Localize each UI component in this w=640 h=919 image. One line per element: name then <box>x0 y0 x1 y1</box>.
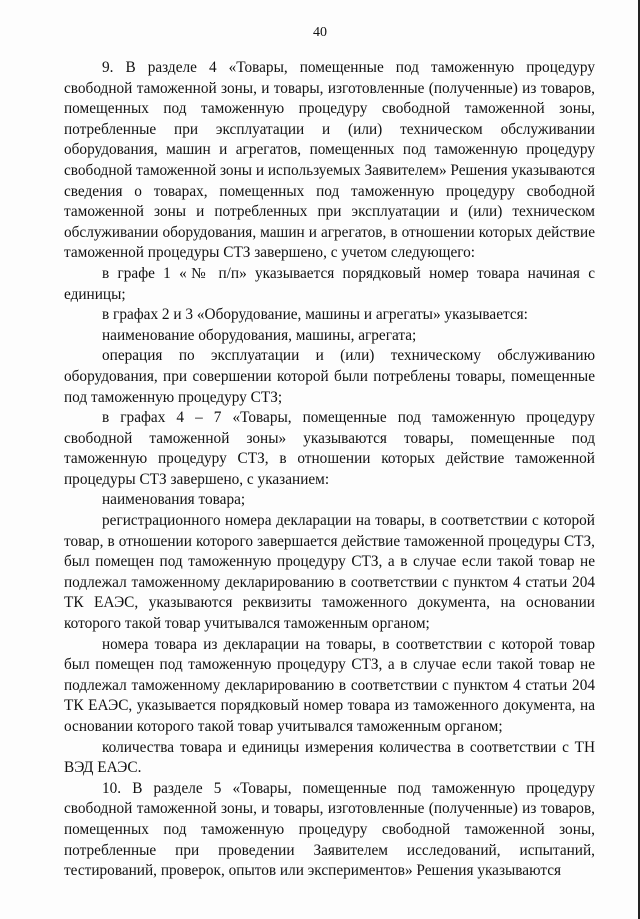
paragraph-section-10: 10. В разделе 5 «Товары, помещенные под таможенную процедуру свободной таможенной зоны, и товары, изготовленные (полученные) из товаров, помещенных под таможенную процедуру свободной таможенной зоны, потребленные при проведении Заявителем исследований, испытаний, тестирований, проверок, опытов или экспериментов» Решения указываются <box>64 779 595 880</box>
paragraph-operation: операция по эксплуатации и (или) техническому обслуживанию оборудования, при совершении которой были потреблены товары, помещенные под таможенную процедуру СТЗ; <box>64 347 595 406</box>
paragraph-columns-4-7: в графах 4 – 7 «Товары, помещенные под таможенную процедуру свободной таможенной зоны» указываются товары, помещенные под таможенную процедуру СТЗ, в отношении которых действие таможенной процедуры СТЗ завершено, с указанием: <box>64 409 595 488</box>
document-body <box>64 58 595 882</box>
paragraph-goods-number: номера товара из декларации на товары, в соответствии с которой товар был помещен под таможенную процедуру СТЗ, а в случае если такой товар не подлежал таможенному декларированию в соответствии с пунктом 4 статьи 204 ТК ЕАЭС, указывается порядковый номер товара из таможенного документа, на основании которого такой товар учитывался таможенным органом; <box>64 635 595 735</box>
paragraph-equipment-name: наименование оборудования, машины, агрегата; <box>102 326 417 344</box>
paragraph-quantity: количества товара и единицы измерения количества в соответствии с ТН ВЭД ЕАЭС. <box>64 738 595 777</box>
paragraph-goods-name: наименования товара; <box>102 491 246 509</box>
paragraph-column-1: в графе 1 «№ п/п» указывается порядковый номер товара начиная с единицы; <box>64 264 595 303</box>
page-number: 40 <box>313 25 327 40</box>
paragraph-section-9: 9. В разделе 4 «Товары, помещенные под таможенную процедуру свободной таможенной зоны, и товары, изготовленные (полученные) из товаров, помещенных под таможенную процедуру свободной таможенной зоны, потребленные при эксплуатации и (или) техническом обслуживании оборудования, машин и агрегатов, помещенных под таможенную процедуру свободной таможенной зоны и используемых Заявителем» Решения указываются сведения о товарах, помещенных под таможенную процедуру свободной таможенной зоны и потребленных при эксплуатации и (или) техническом обслуживании оборудования, машин и агрегатов, в отношении которых действие таможенной процедуры СТЗ завершено, с учетом следующего: <box>64 59 596 262</box>
paragraph-columns-2-3: в графах 2 и 3 «Оборудование, машины и агрегаты» указывается: <box>102 306 528 324</box>
paragraph-declaration-number: регистрационного номера декларации на товары, в соответствии с которой товар, в отношении которого завершается действие таможенной процедуры СТЗ, был помещен под таможенную процедуру СТЗ, а в случае если такой товар не подлежал таможенному декларированию в соответствии с пунктом 4 статьи 204 ТК ЕАЭС, указываются реквизиты таможенного документа, на основании которого такой товар учитывался таможенным органом; <box>64 512 595 633</box>
